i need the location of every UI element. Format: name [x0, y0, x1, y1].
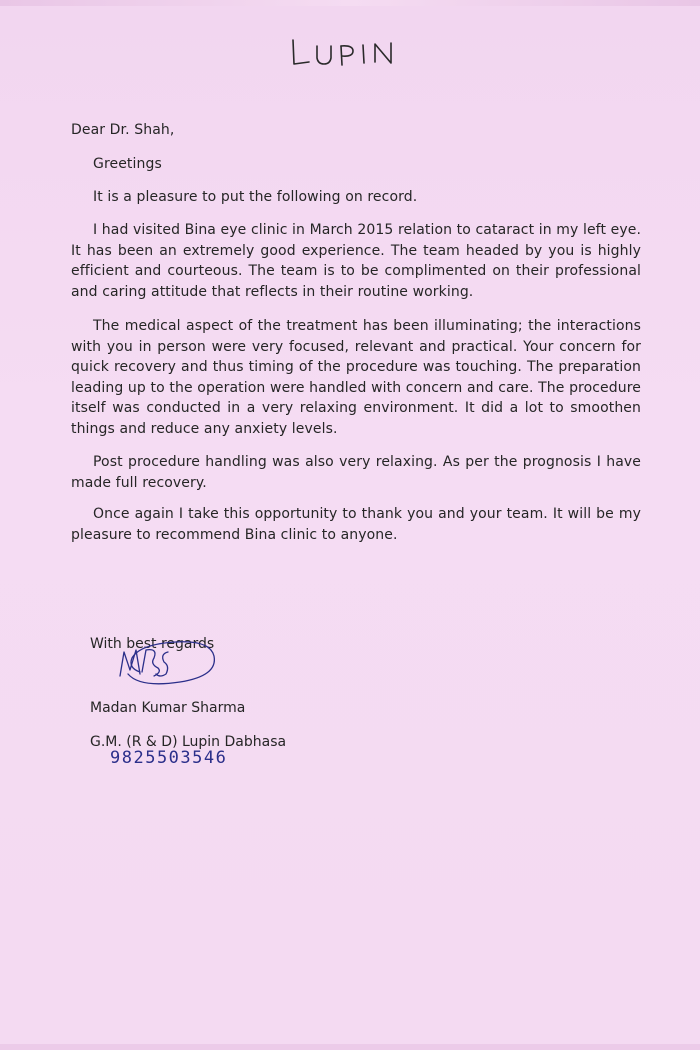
handwritten-phone-number	[108, 744, 268, 770]
paragraph-medical-aspect: The medical aspect of the treatment has been illuminating; the interactions with you in person were very focused, relevant and practical. Your concern for quick recovery and thus timing of the procedure was touching. The preparation leading up to the operation were handled with concern and care. The procedure itself was conducted in a very relaxing environment. It did a lot to smoothen things and reduce any anxiety levels.	[71, 318, 641, 437]
paragraph-post-procedure: Post procedure handling was also very relaxing. As per the prognosis I have made full recovery.	[71, 454, 641, 491]
phone-text: 9825503546	[110, 748, 228, 768]
letter-body	[71, 120, 641, 543]
signer-name: Madan Kumar Sharma	[90, 700, 246, 716]
signer-title: G.M. (R & D) Lupin Dabhasa	[90, 734, 287, 750]
closing-line: With best regards	[90, 636, 215, 652]
opening-line: It is a pleasure to put the following on record.	[93, 189, 418, 205]
greeting-line: Greetings	[93, 156, 162, 172]
paper-top-edge	[0, 0, 700, 6]
handwritten-lupin-title	[287, 34, 407, 70]
handwritten-signature	[110, 632, 230, 694]
paper-bottom-edge	[0, 1044, 700, 1050]
paragraph-visit: I had visited Bina eye clinic in March 2015 relation to cataract in my left eye. It has been an extremely good experience. The team headed by you is highly efficient and courteous. The team is to be complimented on their professional and caring attitude that reflects in their routine working.	[71, 222, 641, 300]
paragraph-thanks: Once again I take this opportunity to thank you and your team. It will be my pleasure to recommend Bina clinic to anyone.	[71, 506, 641, 543]
salutation: Dear Dr. Shah,	[71, 122, 175, 138]
